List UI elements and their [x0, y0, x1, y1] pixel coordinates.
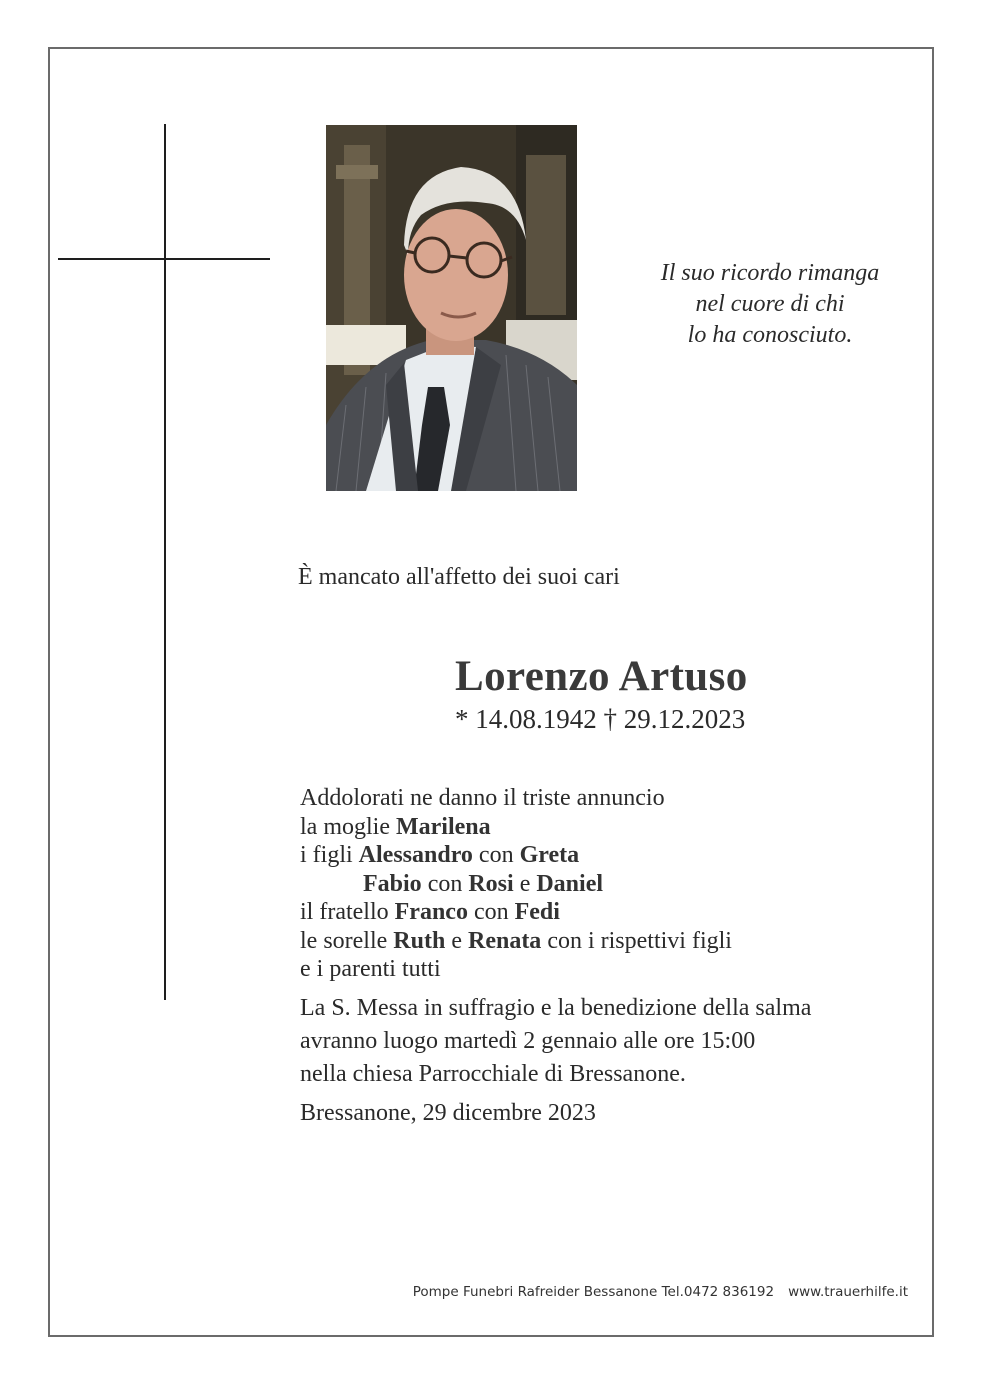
mourners-line: Fabio con Rosi e Daniel: [363, 870, 604, 897]
sister-name: Renata: [467, 927, 542, 954]
mass-announcement: [300, 992, 811, 1091]
portrait-photo: [326, 125, 577, 491]
footer: [413, 1284, 908, 1300]
mourners-line: Addolorati ne danno il triste annuncio: [300, 785, 665, 811]
mourners-line: i figli Alessandro con Greta: [300, 842, 580, 868]
son-name: Alessandro: [358, 842, 473, 868]
quote-line: nel cuore di chi: [695, 291, 845, 317]
mourners-line: e i parenti tutti: [300, 956, 441, 982]
sister-name: Ruth: [393, 927, 446, 954]
mourners-list: [300, 784, 732, 984]
brother-name: Franco: [394, 899, 468, 925]
mourners-line: le sorelle Ruth e Renata con i rispettivi figli: [300, 927, 732, 954]
quote-line: lo ha conosciuto.: [687, 322, 853, 348]
mourners-line: il fratello Franco con Fedi: [300, 899, 560, 925]
life-dates: * 14.08.1942 † 29.12.2023: [455, 704, 746, 734]
mass-line: avranno luogo martedì 2 gennaio alle ore 15:00: [300, 1028, 756, 1054]
quote-line: Il suo ricordo rimanga: [660, 260, 880, 286]
cross-vertical-bar: [164, 124, 166, 1000]
partner-name: Fedi: [514, 899, 560, 925]
deceased-name: Lorenzo Artuso: [455, 653, 748, 700]
cross-horizontal-bar: [58, 258, 270, 260]
mourners-line: la moglie Marilena: [300, 813, 491, 840]
grandchild-name: Daniel: [536, 870, 604, 897]
wife-name: Marilena: [395, 813, 491, 840]
funeral-company: Pompe Funebri Rafreider Bessanone Tel.0472 836192: [412, 1284, 775, 1300]
place-and-date: Bressanone, 29 dicembre 2023: [300, 1100, 596, 1126]
memorial-quote: [600, 258, 940, 351]
mass-line: La S. Messa in suffragio e la benedizione della salma: [300, 995, 812, 1021]
mass-line: nella chiesa Parrocchiale di Bressanone.: [300, 1061, 686, 1087]
son-name: Fabio: [363, 870, 422, 897]
partner-name: Greta: [519, 842, 580, 868]
partner-name: Rosi: [468, 870, 514, 897]
intro-text: È mancato all'affetto dei suoi cari: [298, 564, 620, 590]
website-link[interactable]: www.trauerhilfe.it: [788, 1284, 908, 1300]
